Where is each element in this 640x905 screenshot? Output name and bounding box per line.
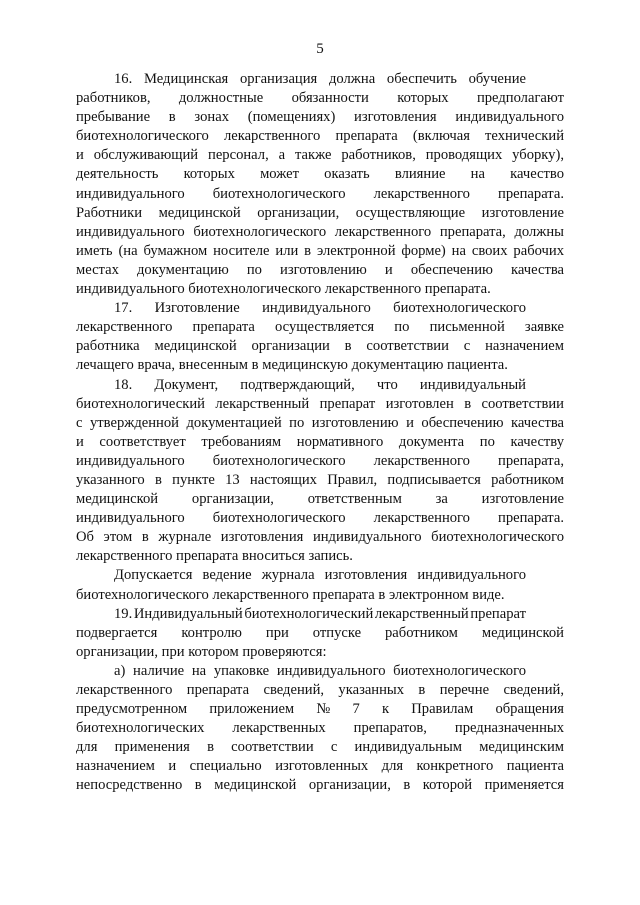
text-line: индивидуального биотехнологического лекарственного препарата. xyxy=(76,510,564,527)
text-line: работников, должностные обязанности которых предполагают xyxy=(76,90,564,107)
text-line: указанного в пункте 13 настоящих Правил, подписывается работником xyxy=(76,471,564,488)
text-line: индивидуального биотехнологического лекарственного препарата. xyxy=(76,281,491,298)
text-line: местах документацию по изготовлению и обеспечению качества xyxy=(76,261,564,278)
text-line: а) наличие на упаковке индивидуального биотехнологического xyxy=(114,662,526,679)
text-line: с утвержденной документацией по изготовлению и обеспечению качества xyxy=(76,414,564,431)
text-line: для применения в соответствии с индивидуальным медицинским xyxy=(76,739,564,756)
paragraph-18 xyxy=(76,376,564,567)
text-line: биотехнологического лекарственного препарата (включая технический xyxy=(76,128,564,145)
text-line: иметь (на бумажном носителе или в электронной форме) на своих рабочих xyxy=(76,242,564,259)
page-number: 5 xyxy=(316,41,324,57)
text-line: Допускается ведение журнала изготовления индивидуального xyxy=(114,567,526,584)
text-line: биотехнологического лекарственного препарата в электронном виде. xyxy=(76,586,505,603)
text-line: лекарственного препарата осуществляется по письменной заявке xyxy=(76,319,564,336)
text-line: организации, при котором проверяются: xyxy=(76,643,327,660)
text-line: биотехнологический лекарственный препарат изготовлен в соответствии xyxy=(76,395,564,412)
paragraph-19a xyxy=(76,662,564,796)
text-line: и соответствует требованиям нормативного документа по качеству xyxy=(76,433,564,450)
paragraph-17 xyxy=(76,299,564,375)
document-body xyxy=(76,70,564,796)
text-line: лекарственного препарата вноситься запись. xyxy=(76,548,353,565)
text-line: 16. Медицинская организация должна обеспечить обучение xyxy=(114,71,526,87)
text-line: 18. Документ, подтверждающий, что индивидуальный xyxy=(114,376,526,393)
text-line: Работники медицинской организации, осуществляющие изготовление xyxy=(76,204,564,221)
text-line: лечащего врача, внесенным в медицинскую документацию пациента. xyxy=(76,357,508,374)
text-line: медицинской организации, ответственным за изготовление xyxy=(76,491,564,508)
text-line: деятельность которых может оказать влияние на качество xyxy=(76,166,564,183)
text-line: непосредственно в медицинской организации, в которой применяется xyxy=(76,777,564,794)
text-line: пребывание в зонах (помещениях) изготовления индивидуального xyxy=(76,109,564,126)
text-line: 19. Индивидуальный биотехнологический лекарственный препарат xyxy=(114,605,526,622)
text-line: назначением и специально изготовленных для конкретного пациента xyxy=(76,758,564,775)
paragraph-16 xyxy=(76,70,564,299)
text-line: предусмотренном приложением № 7 к Правилам обращения xyxy=(76,701,564,718)
text-line: работника медицинской организации в соответствии с назначением xyxy=(76,338,564,355)
text-line: Об этом в журнале изготовления индивидуального биотехнологического xyxy=(76,529,564,546)
text-line: подвергается контролю при отпуске работником медицинской xyxy=(76,624,564,641)
text-line: лекарственного препарата сведений, указанных в перечне сведений, xyxy=(76,682,564,698)
text-line: биотехнологических лекарственных препаратов, предназначенных xyxy=(76,720,564,737)
text-line: и обслуживающий персонал, а также работников, проводящих уборку), xyxy=(76,147,564,164)
text-line: индивидуального биотехнологического лекарственного препарата, должны xyxy=(76,223,564,240)
text-line: 17. Изготовление индивидуального биотехнологического xyxy=(114,300,526,317)
text-line: индивидуального биотехнологического лекарственного препарата. xyxy=(76,185,564,202)
paragraph-electronic-journal xyxy=(76,566,564,604)
text-line: индивидуального биотехнологического лекарственного препарата, xyxy=(76,452,564,469)
paragraph-19 xyxy=(76,605,564,662)
